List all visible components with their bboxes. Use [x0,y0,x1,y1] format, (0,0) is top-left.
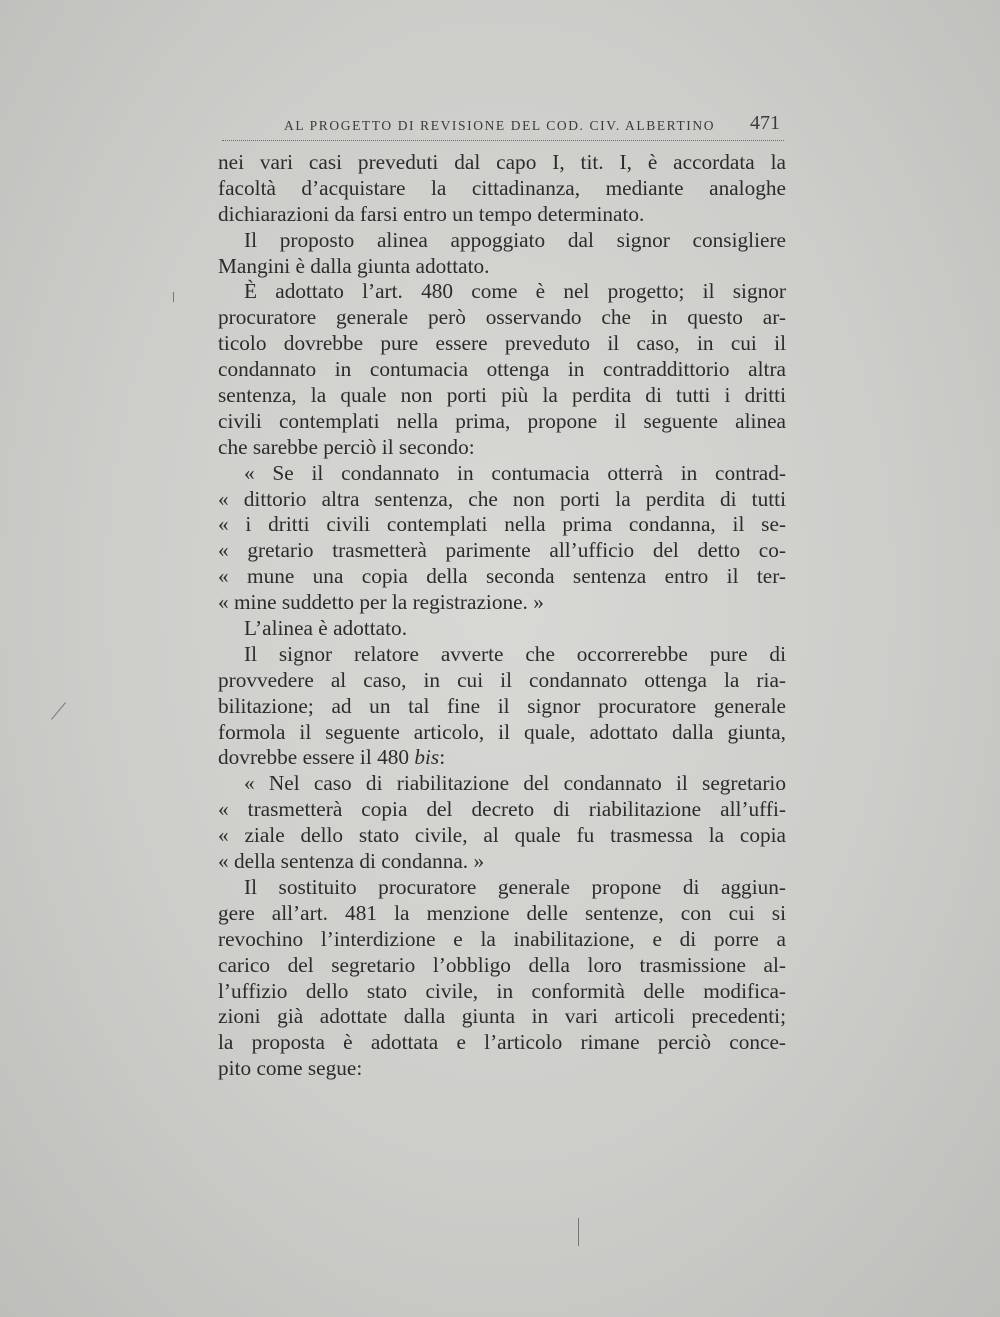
text-line: dovrebbe essere il 480 bis: [218,745,446,770]
margin-mark [173,292,174,302]
text-line: « mine suddetto per la registrazione. » [218,590,544,615]
text-line: Il proposto alinea appoggiato dal signor consigliere [244,227,786,252]
text-line: facoltà d’acquistare la cittadinanza, mediante analoghe [218,175,786,200]
text-line: « Nel caso di riabilitazione del condannato il segretario [244,771,786,796]
text-line: condannato in contumacia ottenga in contraddittorio altra [218,357,786,382]
text-line: zioni già adottate dalla giunta in vari articoli precedenti; [218,1004,786,1029]
text-line: carico del segretario l’obbligo della loro trasmissione al- [218,952,786,977]
text-line: È adottato l’art. 480 come è nel progetto; il signor [244,279,786,304]
text-line: gere all’art. 481 la menzione delle sentenze, con cui si [218,900,786,925]
text-line: Il sostituito procuratore generale propone di aggiun- [244,874,786,899]
text-line: nei vari casi preveduti dal capo I, tit. I, è accordata la [218,150,786,174]
text-line: l’uffizio dello stato civile, in conformità delle modifica- [218,978,786,1003]
text-line: sentenza, la quale non porti più la perdita di tutti i dritti [218,383,786,408]
text-line: « della sentenza di condanna. » [218,849,485,874]
text-line: « trasmetterà copia del decreto di riabilitazione all’uffi- [218,797,786,822]
page-number: 471 [750,112,780,134]
text-line: revochino l’interdizione e la inabilitazione, e di porre a [218,926,786,951]
text-line: L’alinea è adottato. [244,616,408,641]
text-line: formola il seguente articolo, il quale, adottato dalla giunta, [218,719,786,744]
text-line: « gretario trasmetterà parimente all’ufficio del detto co- [218,538,786,563]
text-line: che sarebbe perciò il secondo: [218,434,475,459]
text-line: dichiarazioni da farsi entro un tempo determinato. [218,201,645,226]
text-line: Mangini è dalla giunta adottato. [218,253,490,278]
text-line: « dittorio altra sentenza, che non porti la perdita di tutti [218,486,786,511]
text-line: « Se il condannato in contumacia otterrà in contrad- [244,460,786,485]
text-line: procuratore generale però osservando che in questo ar- [218,305,786,330]
running-header [222,108,784,141]
text-line: provvedere al caso, in cui il condannato ottenga la ria- [218,667,786,692]
text-line: Il signor relatore avverte che occorrerebbe pure di [244,641,786,666]
text-line: « mune una copia della seconda sentenza entro il ter- [218,564,786,589]
text-line: civili contemplati nella prima, propone il seguente alinea [218,408,786,433]
text-line: « i dritti civili contemplati nella prima condanna, il se- [218,512,786,537]
text-line: bilitazione; ad un tal fine il signor procuratore generale [218,693,786,718]
text-line: ticolo dovrebbe pure essere preveduto il caso, in cui il [218,331,786,356]
margin-mark [578,1218,579,1246]
text-line: la proposta è adottata e l’articolo rimane perciò conce- [218,1030,786,1055]
italic-word: bis [414,745,440,770]
running-title: AL PROGETTO DI REVISIONE DEL COD. CIV. ALBERTINO [284,118,716,133]
text-line: pito come segue: [218,1056,363,1081]
body-text [218,150,786,1082]
text-line: « ziale dello stato civile, al quale fu trasmessa la copia [218,823,786,848]
